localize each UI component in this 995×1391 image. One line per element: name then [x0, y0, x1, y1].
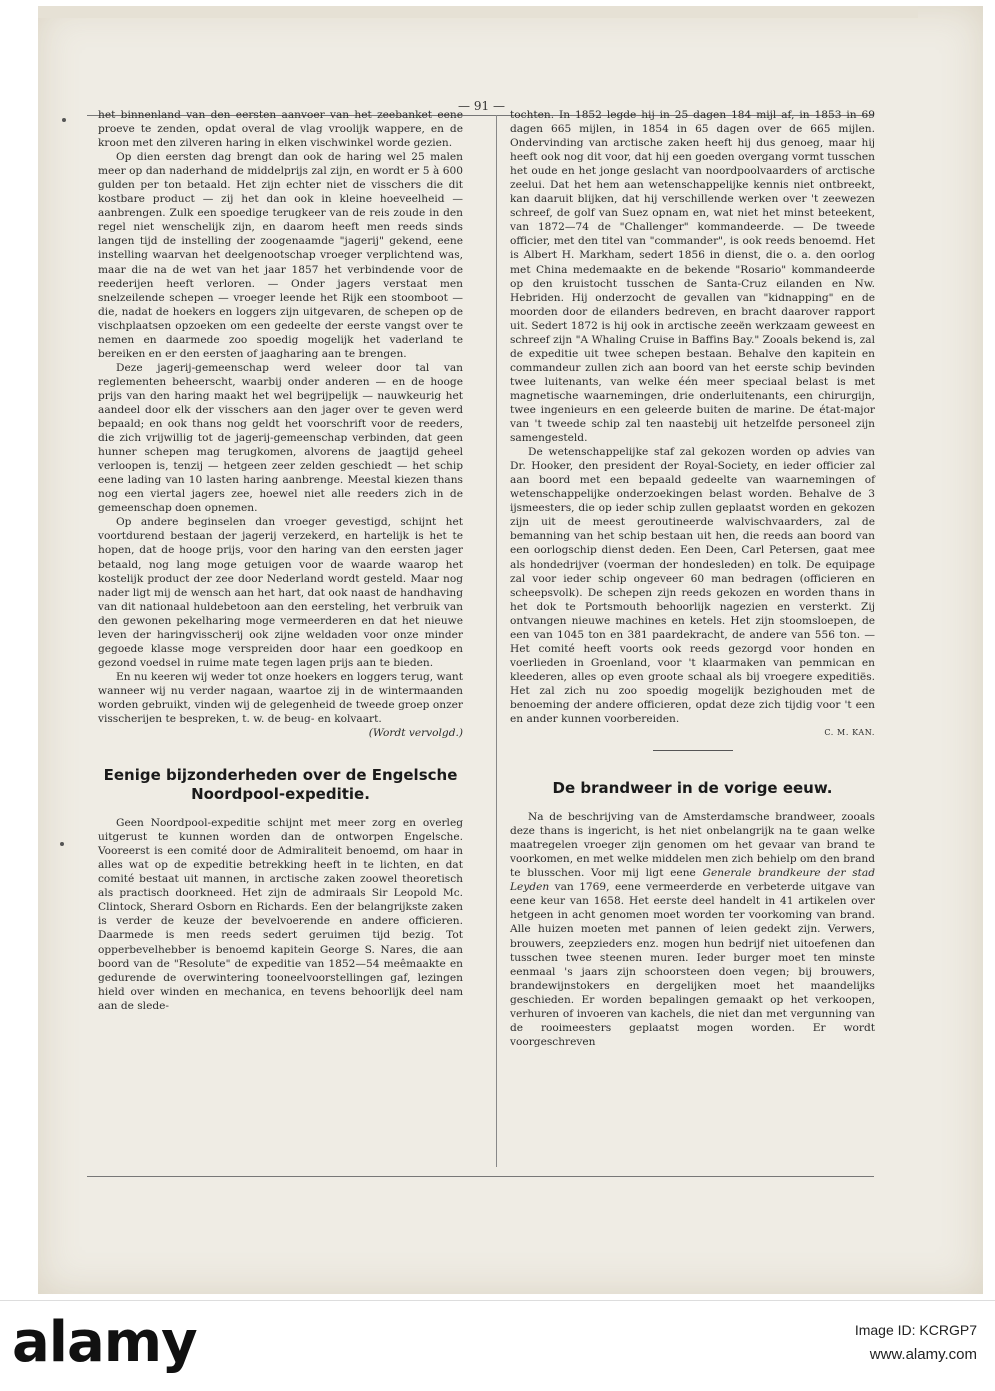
author-signature: C. M. KAN.: [824, 728, 875, 738]
paragraph: En nu keeren wij weder tot onze hoekers en loggers terug, want wanneer wij nu verder nagaan, waartoe zij in de wintermaanden worden gebruikt, vinden wij de gelegenheid de tweede groep onzer visscherijen te bespreken, t. w. de beug- en kolvaart.: [98, 670, 463, 726]
watermark-image-id: Image ID: KCRGP7: [854, 1322, 977, 1338]
paragraph: Op andere beginselen dan vroeger gevestigd, schijnt het voortdurend bestaan der jagerij verzekerd, en hartelijk is het te hopen, dat de hooge prijs, voor den haring van den eersten jager betaald, nog lang moge getuigen voor de waarde waarop het kostelijk product der zee door Nederland wordt gesteld. Maar nog nader ligt mij de wensch aan het hart, dat ook naast de handhaving van dit nationaal huldebetoon aan den eersteling, het verbruik van den gewonen pekelharing moge vermeerderen en dat het nieuwe leven der haringvisscherij ook zijne weldaden voor onze minder gegoede klasse moge verspreiden door haar een goedkoop en gezond voedsel in ruime mate tegen lagen prijs aan te bieden.: [98, 516, 463, 669]
paragraph-text: Na de beschrijving van de Amsterdamsche brandweer, zooals deze thans is ingericht, is het niet onbelangrijk na te gaan welke maatregelen vroeger zijn genomen om het gevaar van brand te voorkomen, en met welke middelen men zich behielp om den brand te blusschen. Voor mij ligt eene: [510, 811, 875, 880]
watermark-url: www.alamy.com: [869, 1346, 977, 1363]
right-column: [510, 108, 875, 1049]
page-edge-fold: [38, 6, 918, 18]
binding-hole: [60, 842, 64, 846]
paragraph: het binnenland van den eersten aanvoer van het zeebanket eene proeve te zenden, opdat overal de vlag vroolijk wappere, en de kroon met den zilveren haring in elken vischwinkel worde gezien.: [98, 109, 463, 150]
paragraph: De wetenschappelijke staf zal gekozen worden op advies van Dr. Hooker, den president der Royal-Society, en ieder officier zal aan boord met een bepaald gedeelte van waarnemingen of wetenschappelijke onderzoekingen belast worden. Behalve de 3 ijsmeesters, die op ieder schip zullen geplaatst worden en gekozen zijn uit de meest geroutineerde walvischvaarders, zal de bemanning van het schip bestaan uit hen, die reeds aan boord van een oorlogschip dienst deden. Een Deen, Carl Petersen, gaat mee als hondedrijver (voerman der hondesleden) en tolk. De equipage zal voor ieder schip ongeveer 60 man bedragen (officieren en scheepsvolk). De schepen zijn reeds gekozen en worden thans in het dok te Portsmouth behoorlijk nagezien en versterkt. Zij ontvangen nieuwe machines en ketels. Het zijn stoomsloepen, de een van 1045 ton en 381 paardekracht, de andere van 556 ton. — Het comité heeft voorts ook reeds gezorgd voor honden en voerlieden in Groenland, voor 't klaarmaken van pemmican en kleederen, alles op even groote schaal als bij vroegere expeditiës. Het zal zich nu zoo spoedig mogelijk bezighouden met de benoeming der andere officieren, opdat deze zich tijdig voor 't een en ander kunnen voorbereiden.: [510, 446, 875, 726]
column-divider: [496, 115, 497, 1167]
paragraph: Geen Noordpool-expeditie schijnt met meer zorg en overleg uitgerust te kunnen worden dan de ontworpen Engelsche. Vooreerst is een comité door de Admiraliteit benoemd, om haar in alles wat op de expeditie betrekking heeft in te lichten, en dat comité bestaat uit mannen, in arctische zaken zoowel theoretisch als practisch doorkneed. Het zijn de admiraals Sir Leopold Mc. Clintock, Sherard Osborn en Richards. Een der belangrijkste zaken is verder de keuze der bevelvoerende en andere officieren. Daarmede is men reeds sedert geruimen tijd bezig. Tot opperbevelhebber is benoemd kapitein George S. Nares, die aan boord van de "Resolute" de expeditie van 1852—54 meêmaakte en gedurende de overwintering tooneelvoorstellingen gaf, lezingen hield over winden en mechanica, en tevens behoorlijk deel nam aan de slede-: [98, 817, 463, 1012]
page-number: — 91 —: [458, 99, 505, 113]
binding-hole: [62, 118, 66, 122]
article-heading: De brandweer in de vorige eeuw.: [552, 779, 833, 798]
watermark-logo: alamy: [12, 1310, 197, 1375]
paragraph-text: van 1769, eene vermeerderde en verbeterde uitgave van eene keur van 1658. Het eerste deel handelt in 41 artikelen over hetgeen in acht genomen moet worden ter voorkoming van brand. Alle huizen moeten met pannen of leien gedekt zijn. Verwers, brouwers, zeepzieders enz. mogen hun bedrijf niet uitoefenen dan tusschen twee steenen muren. Ieder burger moet ten minste eenmaal 's jaars zijn schoorsteen doen vegen; bij brouwers, brandewijnstokers en dergelijken moet het maandelijks geschieden. Er worden bepalingen gemaakt op het verkoopen, verhuren of invoeren van kachels, die niet dan met vergunning van de rooimeesters geplaatst mogen worden. Er wordt voorgeschreven: [510, 881, 875, 1048]
left-column: [98, 108, 463, 1013]
paragraph: [510, 810, 875, 1049]
book-title: Generale brandkeure der stad Leyden: [510, 867, 876, 894]
paragraph: Op dien eersten dag brengt dan ook de haring wel 25 malen meer op dan naderhand de middelprijs zal zijn, en wordt er 5 à 600 gulden per ton betaald. Het zijn echter niet de visschers die dit kostbare product — zij het dan ook in kleine hoeveelheid — aanbrengen. Zulk een spoedige terugkeer van de reis zoude in den regel niet wenschelijk zijn, en daarom heeft men reeds sinds langen tijd de instelling der zoogenaamde "jagerij" gekend, eene instelling waarvan het deelgenootschap vroeger verplichtend was, maar die na de wet van het jaar 1857 het verbindende voor de reederijen heeft verloren. — Onder jagers verstaat men snelzeilende schepen — vroeger leende het Rijk een stoomboot — die, nadat de hoekers en loggers zijn uitgevaren, de schepen op de vischplaatsen opzoeken om een gedeelte der eerste vangst over te nemen en daarmede zoo spoedig mogelijk het vaderland te bereiken en er den eersten of jaagharing aan te brengen.: [98, 151, 463, 360]
paragraph: Deze jagerij-gemeenschap werd weleer door tal van reglementen beheerscht, waarbij onder anderen — en de hooge prijs van den haring maakt het wel begrijpelijk — nauwkeurig het aandeel door elk der visschers aan den jager over te geven werd bepaald; en ook thans nog geldt het voorschrift voor de reeders, die zich vrijwillig tot de jagerij-gemeenschap verbinden, dat geen hunner schepen mag terugkomen, alvorens de jaagtijd geheel verloopen is, tenzij — hetgeen zeer zelden geschiedt — het schip eene lading van 10 lasten haring aanbrenge. Meestal kiezen thans nog een viertal jagers zee, hoewel niet alle reeders zich in de gemeenschap doen opnemen.: [98, 361, 463, 515]
paragraph: tochten. In 1852 legde hij in 25 dagen 184 mijl af, in 1853 in 69 dagen 665 mijlen, in 1854 in 65 dagen over de 665 mijlen. Ondervinding van arctische zaken heeft hij dus genoeg, maar hij heeft ook nog dit voor, dat hij een goeden overgang vormt tusschen het oude en het jonge geslacht van noordpoolvaarders of arctische zeelui. Dat het hem aan wetenschappelijke kennis niet ontbreekt, kan daaruit blijken, dat hij verschillende werken over 't zeewezen schreef, de golf van Suez opnam en, wat niet het minst beteekent, van 1872—74 de "Challenger" kommandeerde. — De tweede officier, met den titel van "commander", is ook reeds benoemd. Het is Albert H. Markham, sedert 1856 in dienst, die o. a. den oorlog met China medemaakte en de bekende "Rosario" kommandeerde op den kruistocht tusschen de Santa-Cruz eilanden en Nw. Hebriden. Hij onderzocht de gevallen van "kidnapping" en de moorden door de eilanders bedreven, en bracht daarover rapport uit. Sedert 1872 is hij ook in arctische zeeën werkzaam geweest en schreef zijn "A Whaling Cruise in Baffins Bay." Zooals bekend is, zal de expeditie uit twee schepen bestaan. Behalve den kapitein en commandeur zullen zich aan boord van het eerste schip bevinden twee luitenants, van welke één meer speciaal belast is met magnetische waarnemingen, drie onderluitenants, een chirurgijn, twee ingenieurs en een geleerde buiten de marine. De état-major van 't tweede schip zal ten naastebij uit hetzelfde personeel zijn samengesteld.: [510, 109, 875, 445]
continued-note: (Wordt vervolgd.): [368, 727, 463, 740]
article-heading: Eenige bijzonderheden over de Engelsche Noordpool-expeditie.: [103, 766, 458, 804]
